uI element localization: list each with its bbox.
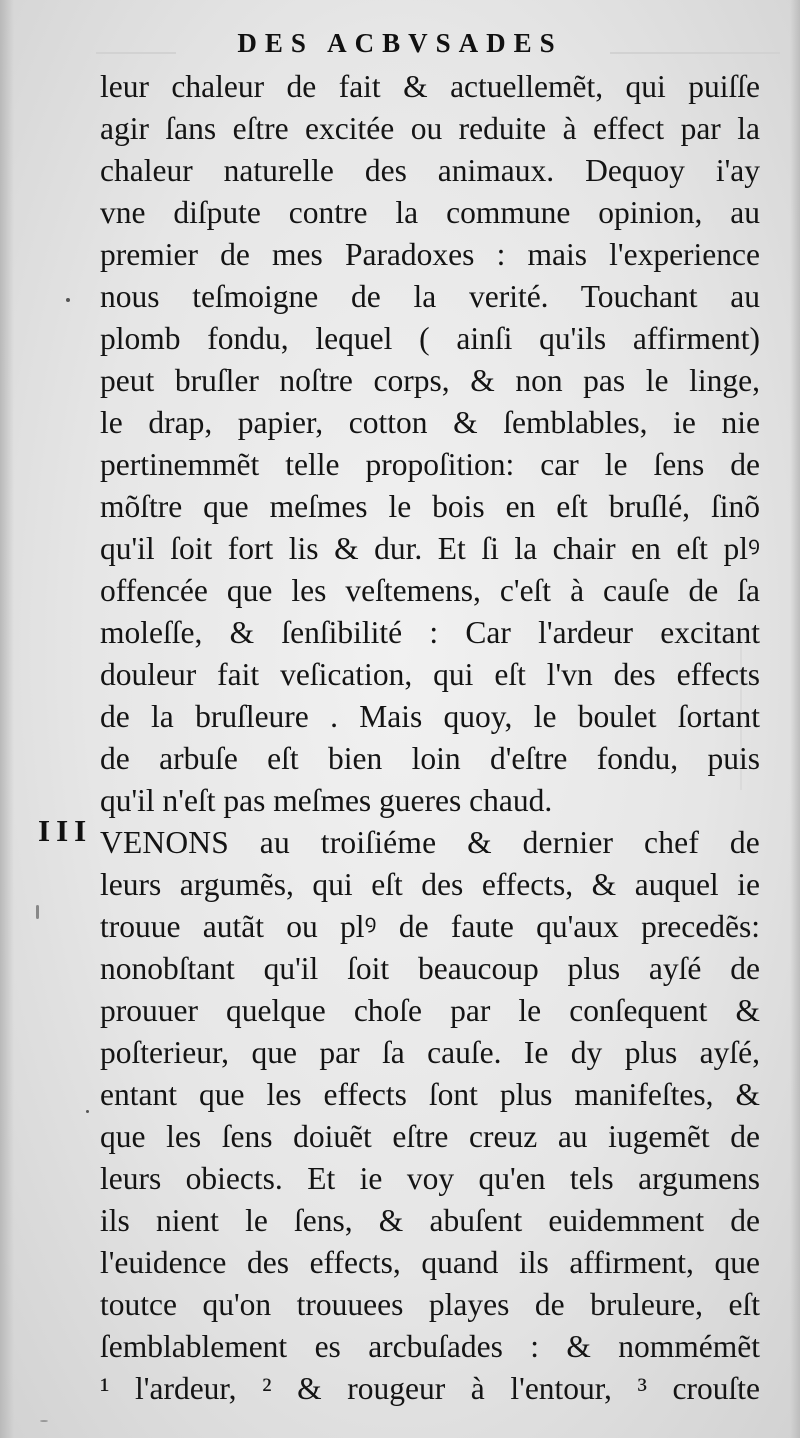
text-line: peut bruſler noſtre corps, & non pas le linge, [100,363,760,398]
page-edge-shadow-left [0,0,14,1438]
running-head: DES ACBVSADES [237,28,563,58]
text-line: chaleur naturelle des animaux. Dequoy i'ay [100,153,760,188]
text-line: toutce qu'on trouuees playes de bruleure, eſt [100,1287,760,1322]
paper-speck [66,298,70,302]
text-line: ſemblablement es arcbuſades : & nommémẽt [100,1329,760,1364]
text-line: douleur fait veſication, qui eſt l'vn des effects [100,657,760,692]
text-line: leurs obiects. Et ie voy qu'en tels argumens [100,1161,760,1196]
text-line: entant que les effects ſont plus manifeſtes, & [100,1077,760,1112]
page-edge-shadow-right [790,0,800,1438]
text-line: nonobſtant qu'il ſoit beaucoup plus ayſé de [100,951,760,986]
paper-speck [36,905,39,919]
text-line: de arbuſe eſt bien loin d'eſtre fondu, puis [100,741,760,776]
text-line: ils nient le ſens, & abuſent euidemment de [100,1203,760,1238]
body-text [100,66,760,1410]
section-marker: III [38,813,93,848]
paper-speck [86,1110,89,1113]
text-line: prouuer quelque choſe par le conſequent & [100,993,760,1028]
text-line: plomb fondu, lequel ( ainſi qu'ils affirment) [100,321,760,356]
text-line: premier de mes Paradoxes : mais l'experience [100,237,760,272]
text-line: pertinemmẽt telle propoſition: car le ſens de [100,447,760,482]
text-line: nous teſmoigne de la verité. Touchant au [100,279,760,314]
text-line: trouue autãt ou plꝰ de faute qu'aux precedẽs: [100,909,760,944]
text-line: agir ſans eſtre excitée ou reduite à effect par la [100,111,760,146]
text-line: qu'il n'eſt pas meſmes gueres chaud. [100,783,553,818]
text-line: l'euidence des effects, quand ils affirment, que [100,1245,760,1280]
text-line: offencée que les veſtemens, c'eſt à cauſe de ſa [100,573,760,608]
paper-speck [40,1420,48,1422]
text-line: ¹ l'ardeur, ² & rougeur à l'entour, ³ crouſte [100,1371,760,1406]
text-line: le drap, papier, cotton & ſemblables, ie nie [100,405,760,440]
text-line: que les ſens doiuẽt eſtre creuz au iugemẽt de [100,1119,760,1154]
text-line: leur chaleur de fait & actuellemẽt, qui puiſſe [100,69,760,104]
text-line: qu'il ſoit fort lis & dur. Et ſi la chair en eſt plꝰ [100,531,760,566]
text-line: moleſſe, & ſenſibilité : Car l'ardeur excitant [100,615,760,650]
text-line: mõſtre que meſmes le bois en eſt bruſlé, ſinõ [100,489,760,524]
text-line: poſterieur, que par ſa cauſe. Ie dy plus ayſé, [100,1035,760,1070]
text-line: VENONS au troiſiéme & dernier chef de [100,825,760,860]
text-line: leurs argumẽs, qui eſt des effects, & auquel ie [100,867,760,902]
text-line: vne diſpute contre la commune opinion, au [100,195,760,230]
text-line: de la bruſleure . Mais quoy, le boulet ſortant [100,699,760,734]
